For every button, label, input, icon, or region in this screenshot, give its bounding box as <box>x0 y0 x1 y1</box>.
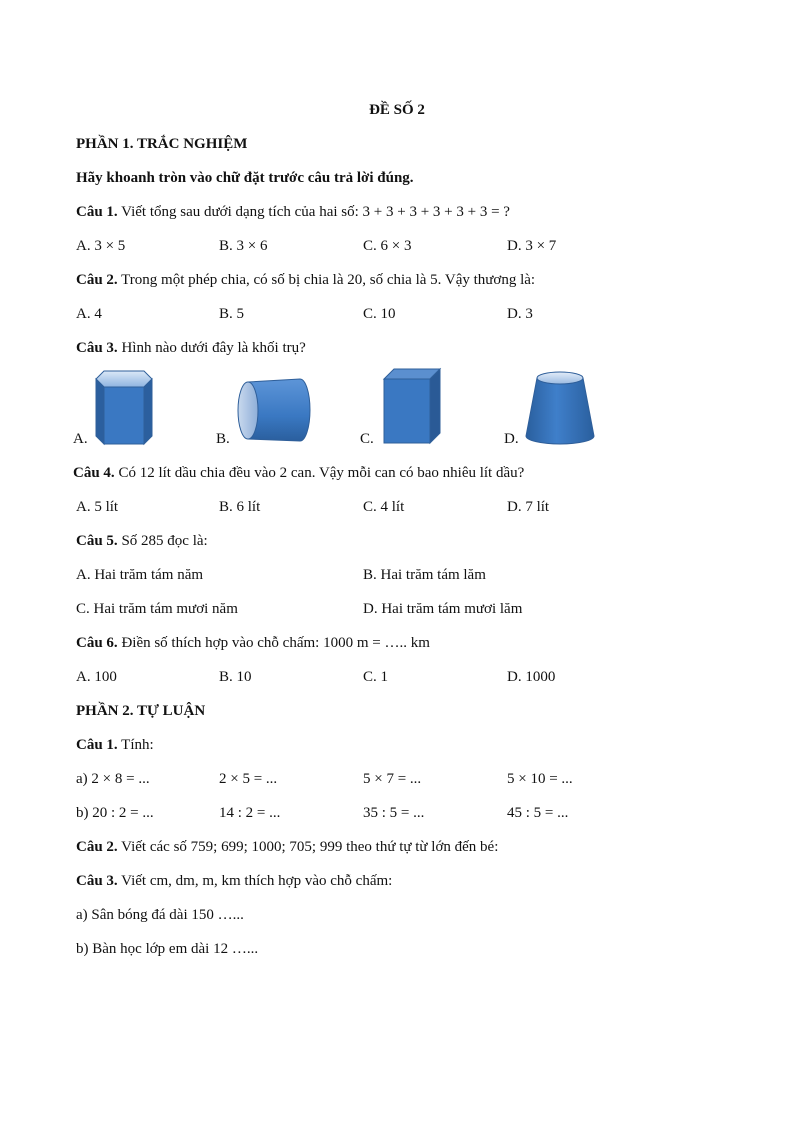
essay-q3-item-a: a) Sân bóng đá dài 150 …... <box>76 907 244 923</box>
question-label: Câu 1. <box>76 204 118 220</box>
q5-option-a[interactable]: A. Hai trăm tám năm <box>76 567 204 583</box>
calc-a-3: 5 × 7 = ... <box>363 771 422 787</box>
q6-option-c[interactable]: C. 1 <box>363 669 389 685</box>
question-text: Số 285 đọc là: <box>117 533 208 549</box>
question-1 <box>76 203 510 221</box>
cube-icon[interactable] <box>380 367 444 445</box>
q4-option-c[interactable]: C. 4 lít <box>363 499 405 515</box>
q1-option-a[interactable]: A. 3 × 5 <box>76 238 126 254</box>
question-label: Câu 2. <box>76 839 118 855</box>
question-text: Viết cm, dm, m, km thích hợp vào chỗ chấm: <box>117 873 393 889</box>
question-text: Viết tổng sau dưới dạng tích của hai số: 3 + 3 + 3 + 3 + 3 + 3 = ? <box>117 204 510 220</box>
q3-option-b[interactable]: B. <box>216 431 230 447</box>
q5-option-d[interactable]: D. Hai trăm tám mươi lăm <box>363 601 523 617</box>
q6-option-d[interactable]: D. 1000 <box>507 669 556 685</box>
question-4 <box>73 464 524 482</box>
essay-question-2 <box>76 838 498 856</box>
calc-a-1: a) 2 × 8 = ... <box>76 771 150 787</box>
question-label: Câu 3. <box>76 340 118 356</box>
question-label: Câu 6. <box>76 635 118 651</box>
question-text: Trong một phép chia, có số bị chia là 20, số chia là 5. Vậy thương là: <box>117 272 536 288</box>
part1-instruction: Hãy khoanh tròn vào chữ đặt trước câu trả lời đúng. <box>76 170 414 186</box>
question-3 <box>76 339 306 357</box>
calc-b-2: 14 : 2 = ... <box>219 805 281 821</box>
question-text: Có 12 lít dầu chia đều vào 2 can. Vậy mỗi can có bao nhiêu lít dầu? <box>114 465 525 481</box>
question-label: Câu 5. <box>76 533 118 549</box>
hexagonal-prism-icon[interactable] <box>92 368 156 446</box>
q6-option-a[interactable]: A. 100 <box>76 669 117 685</box>
question-label: Câu 3. <box>76 873 118 889</box>
question-text: Tính: <box>117 737 154 753</box>
q4-option-a[interactable]: A. 5 lít <box>76 499 119 515</box>
q2-option-c[interactable]: C. 10 <box>363 306 396 322</box>
essay-question-1 <box>76 736 154 754</box>
q2-option-a[interactable]: A. 4 <box>76 306 102 322</box>
calc-b-4: 45 : 5 = ... <box>507 805 569 821</box>
q5-option-b[interactable]: B. Hai trăm tám lăm <box>363 567 486 583</box>
question-text: Viết các số 759; 699; 1000; 705; 999 theo thứ tự từ lớn đến bé: <box>117 839 499 855</box>
question-label: Câu 2. <box>76 272 118 288</box>
q3-option-a[interactable]: A. <box>73 431 88 447</box>
question-5 <box>76 532 208 550</box>
essay-q3-item-b: b) Bàn học lớp em dài 12 …... <box>76 941 259 957</box>
truncated-cone-icon[interactable] <box>523 368 597 446</box>
cylinder-icon[interactable] <box>234 376 312 444</box>
question-text: Hình nào dưới đây là khối trụ? <box>117 340 306 356</box>
question-2 <box>76 271 535 289</box>
calc-a-4: 5 × 10 = ... <box>507 771 573 787</box>
part1-heading: PHẦN 1. TRẮC NGHIỆM <box>76 136 248 152</box>
q1-option-b[interactable]: B. 3 × 6 <box>219 238 268 254</box>
q4-option-b[interactable]: B. 6 lít <box>219 499 261 515</box>
page-title: ĐỀ SỐ 2 <box>369 102 425 118</box>
calc-b-3: 35 : 5 = ... <box>363 805 425 821</box>
q2-option-d[interactable]: D. 3 <box>507 306 533 322</box>
essay-question-3 <box>76 872 392 890</box>
q6-option-b[interactable]: B. 10 <box>219 669 252 685</box>
question-label: Câu 4. <box>73 465 115 481</box>
calc-b-1: b) 20 : 2 = ... <box>76 805 154 821</box>
q2-option-b[interactable]: B. 5 <box>219 306 245 322</box>
q3-option-c[interactable]: C. <box>360 431 374 447</box>
part2-heading: PHẦN 2. TỰ LUẬN <box>76 703 206 719</box>
question-label: Câu 1. <box>76 737 118 753</box>
q1-option-c[interactable]: C. 6 × 3 <box>363 238 412 254</box>
question-text: Điền số thích hợp vào chỗ chấm: 1000 m = ….. km <box>117 635 430 651</box>
q3-option-d[interactable]: D. <box>504 431 519 447</box>
question-6 <box>76 634 430 652</box>
q5-option-c[interactable]: C. Hai trăm tám mươi năm <box>76 601 238 617</box>
q4-option-d[interactable]: D. 7 lít <box>507 499 550 515</box>
q1-option-d[interactable]: D. 3 × 7 <box>507 238 557 254</box>
calc-a-2: 2 × 5 = ... <box>219 771 278 787</box>
